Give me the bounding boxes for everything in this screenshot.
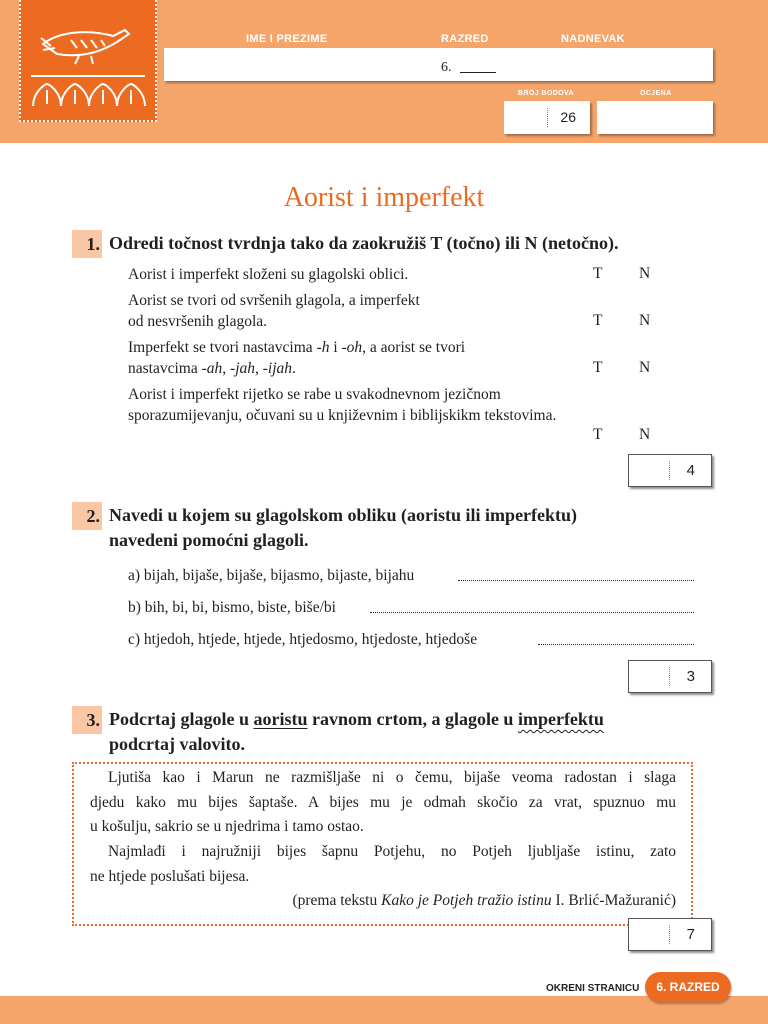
task1-score-box[interactable] (628, 454, 712, 487)
task2-item: c) htjedoh, htjede, htjede, htjedosmo, htjedoste, htjedoše (128, 631, 478, 648)
task1-question: Odredi točnost tvrdnja tako da zaokružiš T (točno) ili N (netočno). (109, 233, 619, 253)
max-points: 26 (560, 109, 576, 125)
false-option[interactable]: N (639, 312, 651, 329)
true-option[interactable]: T (593, 312, 603, 329)
aorist-underlined: aoristu (253, 709, 308, 729)
task3-number: 3. (72, 706, 102, 734)
task1-statement: Aorist i imperfekt složeni su glagolski oblici. (128, 266, 409, 283)
student-info-field[interactable] (164, 48, 713, 81)
date-label: NADNEVAK (561, 33, 625, 45)
class-value: 6. (441, 60, 452, 75)
false-option[interactable]: N (639, 359, 651, 376)
turn-page-label: OKRENI STRANICU (546, 983, 640, 994)
task2-item: a) bijah, bijaše, bijaše, bijasmo, bijaste, bijahu (128, 567, 415, 584)
true-option[interactable]: T (593, 426, 603, 443)
grade-label: OCJENA (640, 90, 672, 97)
score-divider (669, 461, 671, 480)
logo (19, 0, 157, 122)
class-blank-line (460, 72, 496, 73)
score-divider (669, 925, 671, 944)
false-option[interactable]: N (639, 265, 651, 282)
total-points-field[interactable] (504, 101, 590, 134)
true-option[interactable]: T (593, 265, 603, 282)
points-label: BROJ BODOVA (518, 90, 574, 97)
task1-statement: Imperfekt se tvori nastavcima -h i -oh, a aorist se tvori nastavcima -ah, -jah, -ijah. (128, 339, 466, 377)
task3-points: 7 (686, 926, 695, 943)
reading-paragraph-2[interactable]: Najmlađi i najružniji bijes šapnu Potjehu, no Potjeh ljubljaše istinu, zato ne htjede poslušati bijesa. (90, 843, 676, 885)
page-title: Aorist i imperfekt (283, 182, 485, 213)
answer-line[interactable] (458, 580, 694, 581)
bird-ornament-icon (21, 0, 155, 120)
grade-badge: 6. RAZRED (645, 972, 731, 1002)
task3-score-box[interactable] (628, 918, 712, 951)
text-source: (prema tekstu Kako je Potjeh tražio istinu I. Brlić-Mažuranić) (292, 892, 676, 909)
task2-score-box[interactable] (628, 660, 712, 693)
class-label: RAZRED (441, 33, 489, 45)
reading-paragraph-1[interactable]: Ljutiša kao i Marun ne razmišljaše ni o čemu, bijaše veoma radostan i slaga djedu kako mu bijes šaptaše. A bijes mu je odmah skočio za vrat, spuznuo mu u košulju, sakrio se u njedrima i tamo ostao. (90, 769, 676, 835)
task2-points: 3 (686, 668, 695, 685)
name-label: IME I PREZIME (246, 33, 328, 45)
task2-number: 2. (72, 502, 102, 530)
false-option[interactable]: N (639, 426, 651, 443)
task2-question: Navedi u kojem su glagolskom obliku (aoristu ili imperfektu) navedeni pomoćni glagoli. (109, 505, 578, 550)
score-divider (669, 667, 671, 686)
task3-question: Podcrtaj glagole u aoristu ravnom crtom, a glagole u imperfektu podcrtaj valovito. (109, 709, 604, 754)
task2-item: b) bih, bi, bi, bismo, biste, biše/bi (128, 599, 336, 616)
task1-points: 4 (686, 462, 695, 479)
header-band (0, 0, 768, 143)
grade-field[interactable] (597, 101, 713, 134)
task1-statement: Aorist se tvori od svršenih glagola, a imperfekt od nesvršenih glagola. (128, 292, 420, 330)
imperfekt-wavy: imperfektu (517, 709, 604, 729)
task1-number: 1. (72, 230, 102, 258)
task1-statement: Aorist i imperfekt rijetko se rabe u svakodnevnom jezičnom sporazumijevanju, očuvani su u književnim i biblijskikm tekstovima. (128, 386, 557, 424)
points-divider (547, 108, 549, 127)
answer-line[interactable] (370, 612, 694, 613)
true-option[interactable]: T (593, 359, 603, 376)
answer-line[interactable] (538, 644, 694, 645)
